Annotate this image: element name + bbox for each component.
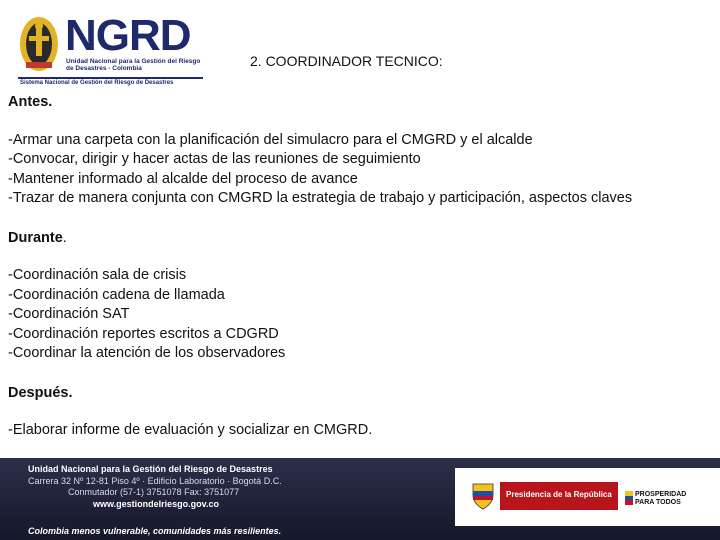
footer-banner xyxy=(0,458,720,540)
colombia-crest-icon xyxy=(470,482,496,510)
list-item: -Coordinación sala de crisis xyxy=(8,267,187,283)
section-heading-antes: Antes. xyxy=(8,94,53,110)
list-item: -Elaborar informe de evaluación y socializar en CMGRD. xyxy=(8,422,373,438)
prosperity-label-line1: PROSPERIDAD xyxy=(635,491,687,498)
prosperity-mark-icon xyxy=(625,491,633,505)
ngrd-logo xyxy=(18,11,203,90)
logo-tagline: Unidad Nacional para la Gestión del Riesgo de Desastres - Colombia xyxy=(66,58,201,72)
list-item: -Trazar de manera conjunta con CMGRD la estrategia de trabajo y participación, aspectos claves xyxy=(8,190,633,206)
footer-org-name: Unidad Nacional para la Gestión del Riesgo de Desastres xyxy=(28,464,273,474)
list-item: -Coordinación cadena de llamada xyxy=(8,286,225,303)
list-item: -Convocar, dirigir y hacer actas de las reuniones de seguimiento xyxy=(8,151,421,167)
list-item: -Armar una carpeta con la planificación del simulacro para el CMGRD y el alcalde xyxy=(8,131,533,148)
list-item: -Coordinar la atención de los observadores xyxy=(8,345,286,361)
footer-phone: Conmutador (57-1) 3751078 Fax: 3751077 xyxy=(68,487,240,497)
page-title: 2. COORDINADOR TECNICO: xyxy=(250,53,443,69)
despues-list xyxy=(8,421,713,441)
footer-address: Carrera 32 Nº 12-81 Piso 4º · Edificio Laboratorio · Bogotá D.C. xyxy=(28,475,282,486)
footer-contact xyxy=(28,464,282,510)
footer-tagline: Colombia menos vulnerable, comunidades más resilientes. xyxy=(28,526,282,536)
logo-divider xyxy=(18,77,203,79)
list-item: -Coordinación SAT xyxy=(8,306,130,322)
antes-list xyxy=(8,131,713,209)
ngrd-emblem-icon xyxy=(18,14,60,74)
list-item: -Mantener informado al alcalde del proceso de avance xyxy=(8,170,358,187)
footer-website[interactable]: www.gestiondelriesgo.gov.co xyxy=(93,498,220,509)
prosperity-label-line2: PARA TODOS xyxy=(635,498,681,506)
durante-list xyxy=(8,266,713,364)
section-heading-durante: Durante xyxy=(8,229,63,246)
presidency-logo xyxy=(470,480,620,512)
main-content: Antes. -Armar una carpeta con la planificación del simulacro para el CMGRD y el alcalde -Convocar, dirigir y hacer actas de las reuniones de seguimiento -Mantener informado al alcalde del proceso de avance -Trazar de manera conjunta con CMGRD la estrategia de trabajo y participación, aspectos claves Durante. -Coordinación sala de crisis -Coordinación cadena de llamada -Coordinación SAT -Coordinación reportes escritos a CDGRD -Coordinar la atención de los observadores Después. -Elaborar informe de evaluación y socializar en CMGRD. xyxy=(8,93,713,441)
presidency-label: Presidencia de la República xyxy=(506,490,612,499)
logo-wordmark: NGRD xyxy=(65,11,191,60)
section-heading-despues: Después. xyxy=(8,384,73,401)
list-item: -Coordinación reportes escritos a CDGRD xyxy=(8,325,279,342)
logo-system-line: Sistema Nacional de Gestión del Riesgo de Desastres xyxy=(20,80,174,86)
